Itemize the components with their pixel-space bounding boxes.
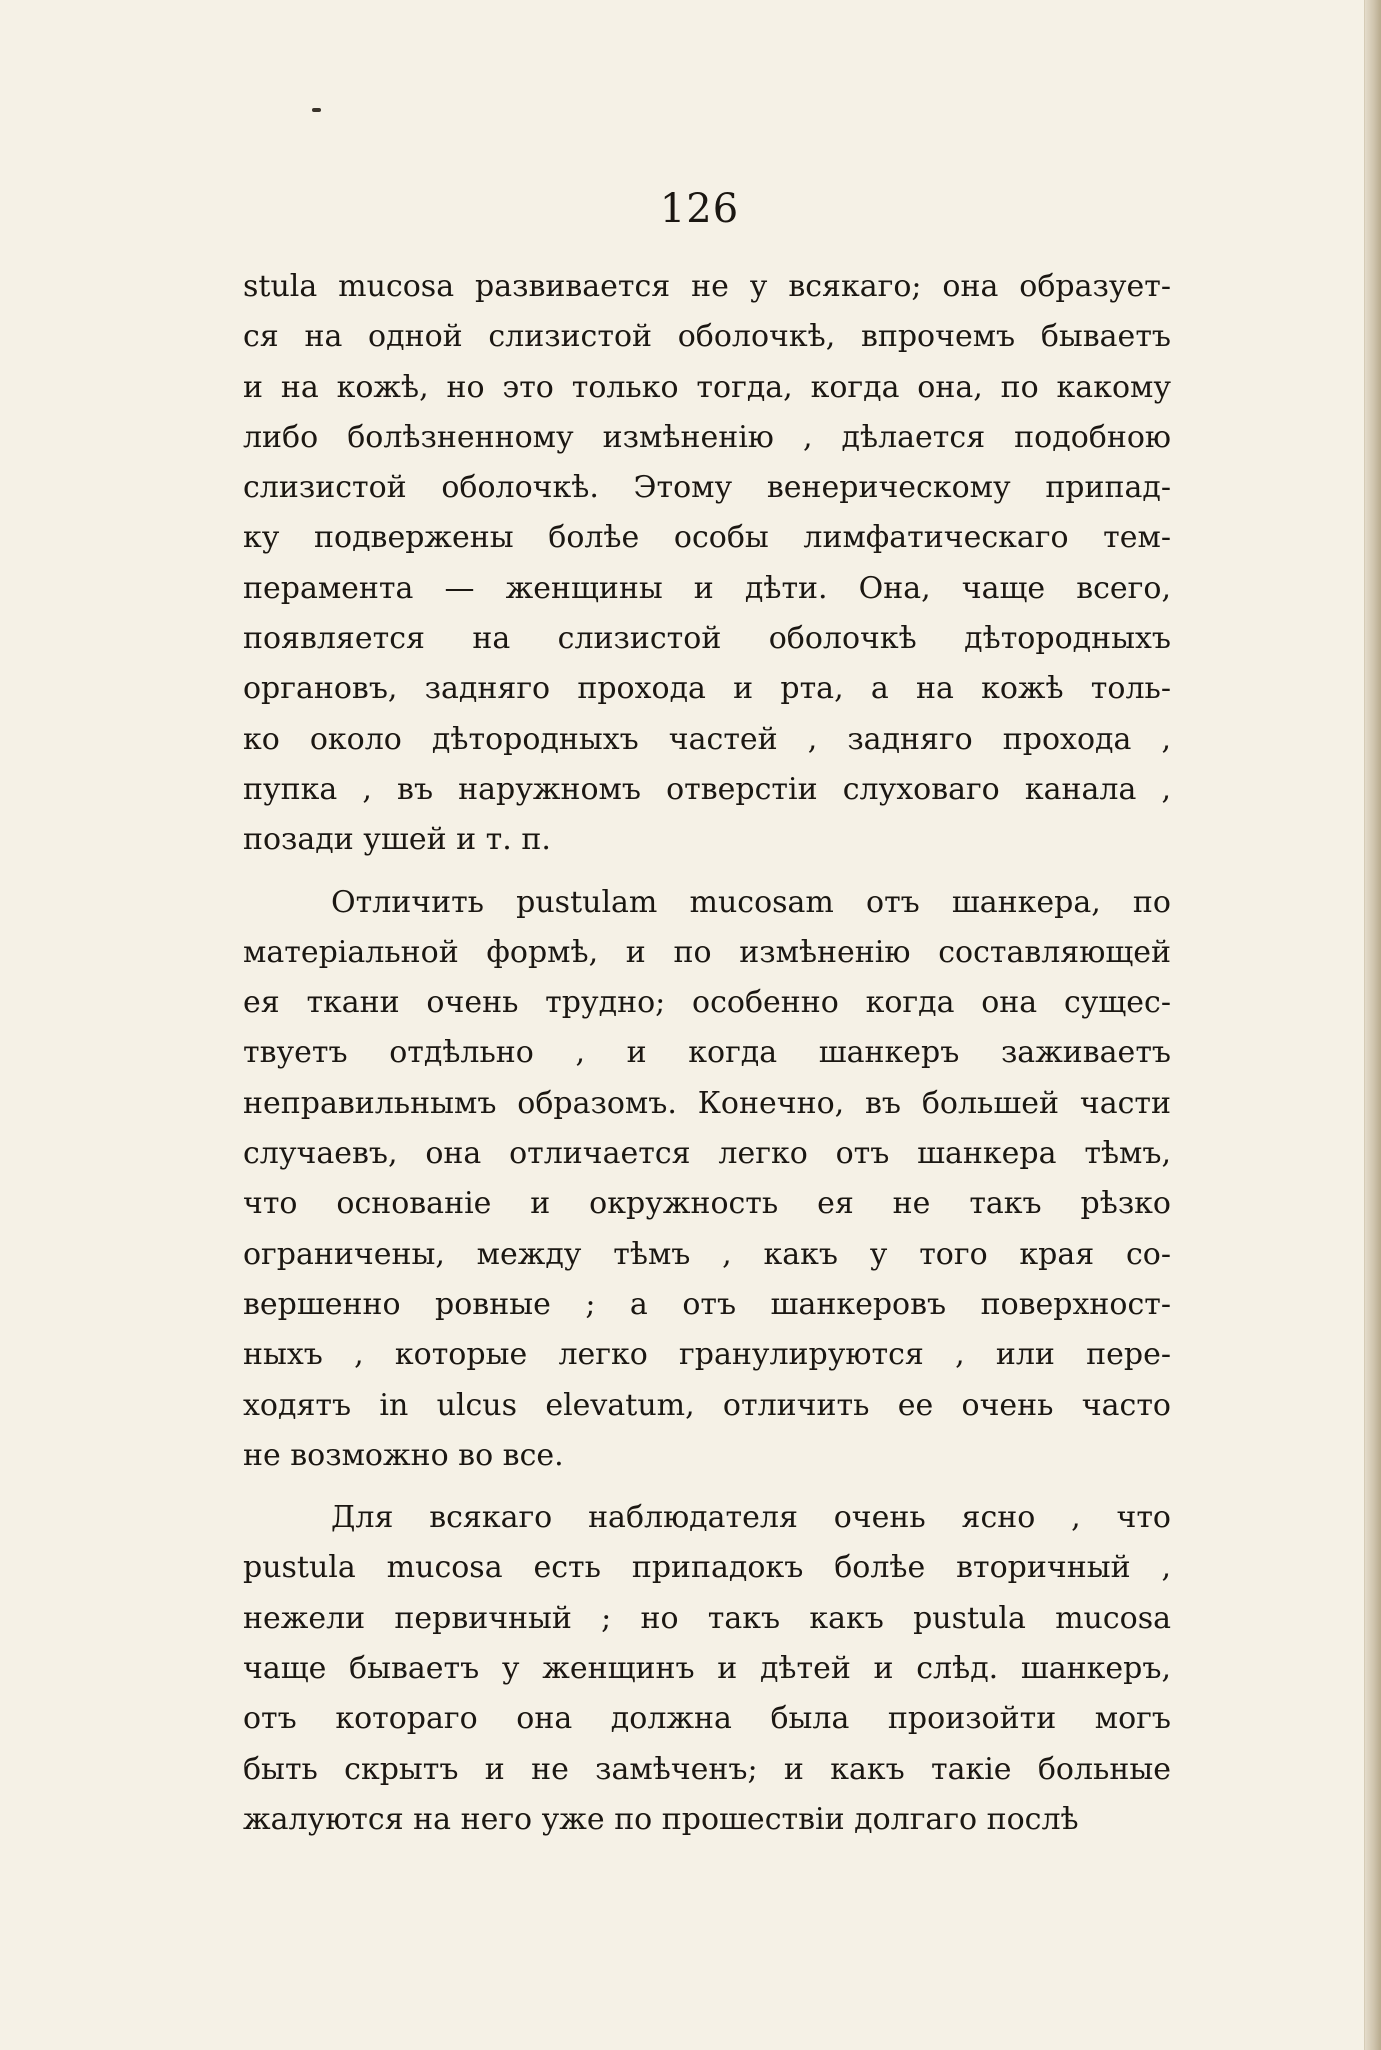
text-line: pustula mucosa есть припадокъ болѣе вторичный ,: [243, 1550, 1171, 1586]
text-line: неправильнымъ образомъ. Конечно, въ большей части: [243, 1085, 1171, 1121]
paragraph: [243, 262, 1171, 866]
ink-mark: [312, 108, 321, 112]
text-line: случаевъ, она отличается легко отъ шанкера тѣмъ,: [243, 1136, 1171, 1172]
text-line: позади ушей и т. п.: [243, 822, 551, 858]
text-line: жалуются на него уже по прошествіи долгаго послѣ: [243, 1801, 1079, 1837]
paragraph: [243, 1493, 1171, 1845]
text-line: ограничены, между тѣмъ , какъ у того края со-: [243, 1236, 1171, 1272]
text-line: пупка , въ наружномъ отверстіи слуховаго канала ,: [243, 771, 1171, 807]
text-line: ко около дѣтородныхъ частей , задняго прохода ,: [243, 721, 1171, 757]
text-line: ку подвержены болѣе особы лимфатическаго тем-: [243, 520, 1171, 556]
text-line: чаще бываетъ у женщинъ и дѣтей и слѣд. шанкеръ,: [243, 1651, 1171, 1687]
text-line: ныхъ , которые легко гранулируются , или пере-: [243, 1337, 1171, 1373]
page-edge: [1364, 0, 1381, 2050]
text-line: Отличить pustulam mucosam отъ шанкера, по: [331, 884, 1171, 920]
text-line: нежели первичный ; но такъ какъ pustula mucosa: [243, 1600, 1171, 1636]
text-line: либо болѣзненному измѣненію , дѣлается подобною: [243, 419, 1171, 455]
page-number: 126: [659, 186, 740, 232]
text-line: Для всякаго наблюдателя очень ясно , что: [331, 1500, 1171, 1536]
text-line: ея ткани очень трудно; особенно когда она сущес-: [243, 985, 1171, 1021]
text-line: что основаніе и окружность ея не такъ рѣзко: [243, 1186, 1171, 1222]
text-line: твуетъ отдѣльно , и когда шанкеръ заживаетъ: [243, 1035, 1171, 1071]
text-line: органовъ, задняго прохода и рта, а на кожѣ толь-: [243, 671, 1171, 707]
text-line: матеріальной формѣ, и по измѣненію составляющей: [243, 934, 1171, 970]
text-line: ходятъ in ulcus elevatum, отличить ее очень часто: [243, 1387, 1171, 1423]
text-line: отъ котораго она должна была произойти могъ: [243, 1701, 1171, 1737]
text-line: перамента — женщины и дѣти. Она, чаще всего,: [243, 570, 1171, 606]
text-line: stula mucosa развивается не у всякаго; она образует-: [243, 269, 1171, 304]
body-text: [243, 262, 1171, 1845]
text-line: появляется на слизистой оболочкѣ дѣтородныхъ: [243, 621, 1171, 657]
text-line: слизистой оболочкѣ. Этому венерическому припад-: [243, 470, 1171, 506]
paragraph-gap: [243, 1481, 1171, 1493]
text-line: не возможно во все.: [243, 1437, 564, 1473]
text-line: быть скрытъ и не замѣченъ; и какъ такіе больные: [243, 1751, 1171, 1787]
paragraph: [243, 878, 1171, 1482]
text-line: и на кожѣ, но это только тогда, когда она, по какому: [243, 369, 1171, 405]
text-line: вершенно ровные ; а отъ шанкеровъ поверхност-: [243, 1286, 1171, 1322]
paragraph-gap: [243, 866, 1171, 878]
text-line: ся на одной слизистой оболочкѣ, впрочемъ бываетъ: [243, 319, 1171, 355]
